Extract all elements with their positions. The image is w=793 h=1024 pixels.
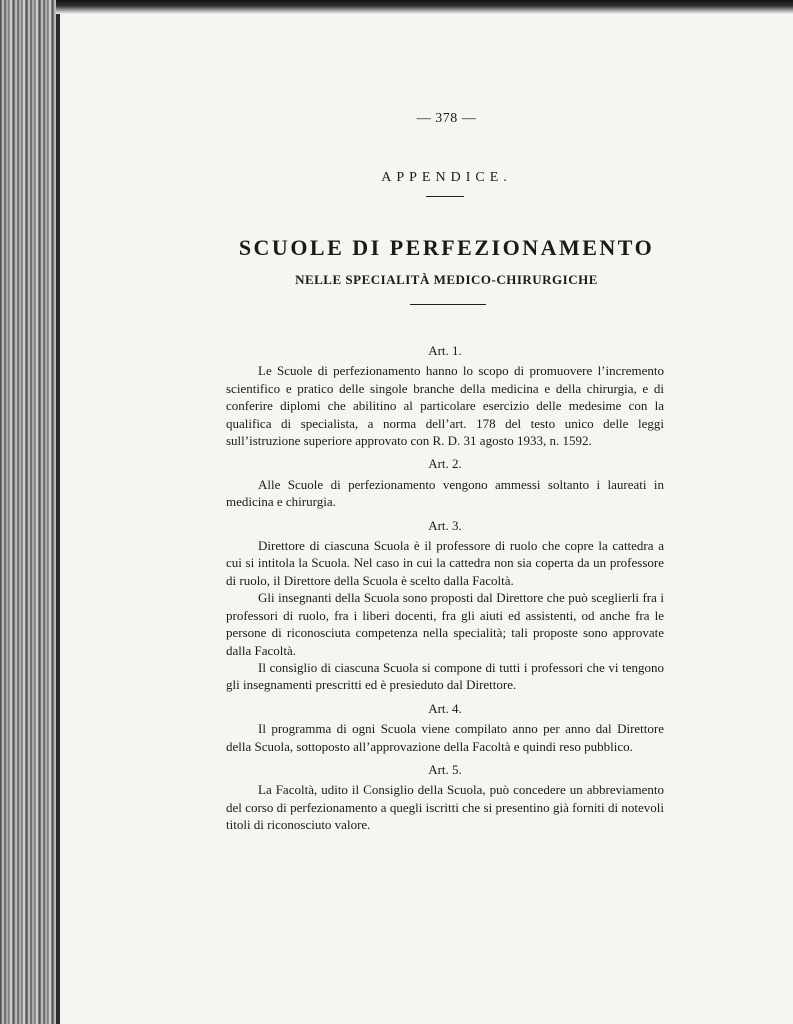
title-rule xyxy=(410,304,486,305)
article-5 xyxy=(226,761,664,834)
top-page-edge xyxy=(56,0,793,14)
article-4 xyxy=(226,700,664,755)
articles-body xyxy=(226,342,664,840)
article-paragraph: Il consiglio di ciascuna Scuola si compone di tutti i professori che vi tengono gli insegnamenti prescritti ed è presieduto dal Direttore. xyxy=(226,659,664,693)
article-3 xyxy=(226,517,664,694)
article-heading: Art. 2. xyxy=(428,456,462,472)
book-binding-edge xyxy=(0,0,58,1024)
article-heading: Art. 3. xyxy=(428,517,462,533)
article-paragraph: La Facoltà, udito il Consiglio della Scuola, può concedere un abbreviamento del corso di perfezionamento a quegli iscritti che si presentino già forniti di notevoli titoli di riconosciuto valore. xyxy=(226,782,664,833)
article-heading: Art. 1. xyxy=(428,343,462,358)
document-subtitle: NELLE SPECIALITÀ MEDICO-CHIRURGICHE xyxy=(295,272,598,287)
page-number: — 378 — xyxy=(416,111,477,126)
article-2 xyxy=(226,455,664,510)
article-paragraph: Il programma di ogni Scuola viene compilato anno per anno dal Direttore della Scuola, sottoposto all’approvazione della Facoltà e quindi reso pubblico. xyxy=(226,721,664,754)
article-1 xyxy=(226,342,664,449)
appendix-heading: APPENDICE. xyxy=(381,170,512,185)
article-paragraph: Direttore di ciascuna Scuola è il professore di ruolo che copre la cattedra a cui si intitola la Scuola. Nel caso in cui la cattedra non sia coperta da un professore di ruolo, il Direttore della Scuola è scelto dalla Facoltà. xyxy=(226,538,664,588)
article-heading: Art. 5. xyxy=(428,761,462,777)
document-title: SCUOLE DI PERFEZIONAMENTO xyxy=(238,235,655,260)
article-paragraph: Le Scuole di perfezionamento hanno lo scopo di promuovere l’incremento scientifico e pratico delle singole branche della medicina e della chirurgia, e di conferire diplomi che abilitino al particolare esercizio delle medesime con la qualifica di specialista, a norma dell’art. 178 del testo unico delle leggi sull’istruzione superiore approvato con R. D. 31 agosto 1933, n. 1592. xyxy=(226,363,664,449)
appendix-rule xyxy=(426,196,464,197)
article-paragraph: Gli insegnanti della Scuola sono proposti dal Direttore che può sceglierli fra i professori di ruolo, fra i liberi docenti, fra gli aiuti ed assistenti, od anche fra le persone di riconosciuta competenza nella specialità; tali proposte sono approvate dalla Facoltà. xyxy=(226,590,664,658)
article-paragraph: Alle Scuole di perfezionamento vengono ammessi soltanto i laureati in medicina e chirurgia. xyxy=(226,476,664,510)
gutter-shadow xyxy=(56,0,60,1024)
article-heading: Art. 4. xyxy=(428,700,462,716)
